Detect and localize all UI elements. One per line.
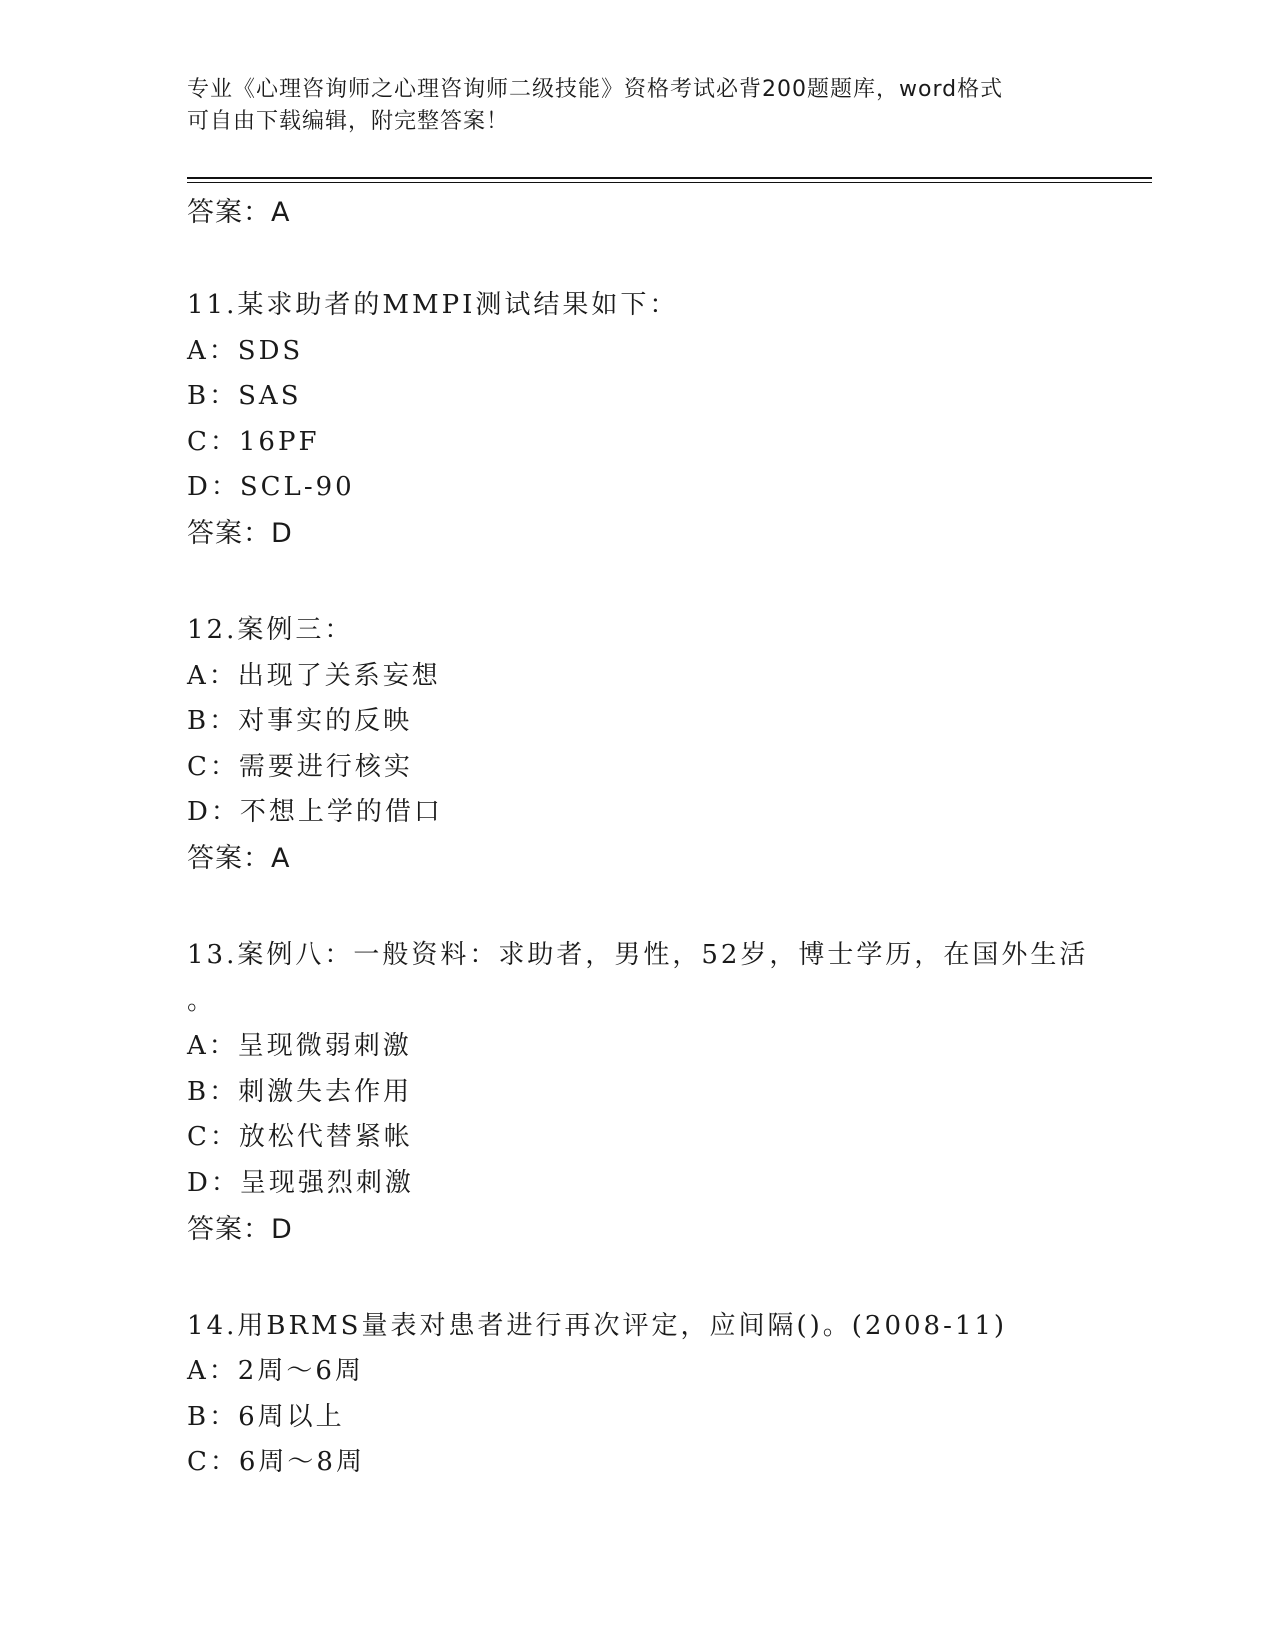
header-line-1: 专业《心理咨询师之心理咨询师二级技能》资格考试必背200题题库，word格式 — [187, 77, 1004, 102]
question-stem: 14.用BRMS量表对患者进行再次评定，应间隔()。(2008-11) — [187, 1310, 1008, 1341]
question-item — [187, 283, 1147, 556]
option-b: B：对事实的反映 — [187, 706, 413, 737]
question-stem: 13.案例八：一般资料：求助者，男性，52岁，博士学历，在国外生活 — [187, 939, 1089, 970]
header-divider-thin — [187, 182, 1152, 183]
option-c: C：需要进行核实 — [187, 751, 413, 782]
option-c: C：16PF — [187, 426, 320, 457]
option-a: A：SDS — [187, 335, 304, 366]
option-c: C：放松代替紧帐 — [187, 1122, 413, 1153]
option-b: B：SAS — [187, 381, 302, 412]
option-a: A：呈现微弱刺激 — [187, 1031, 412, 1062]
answer-line: 答案：D — [187, 1213, 293, 1245]
option-d: D：不想上学的借口 — [187, 797, 443, 828]
option-a: A：出现了关系妄想 — [187, 660, 441, 691]
question-stem: 12.案例三： — [187, 614, 354, 645]
question-item — [187, 608, 1147, 881]
option-c: C：6周～8周 — [187, 1447, 365, 1478]
question-stem-continuation: 。 — [187, 985, 217, 1016]
option-d: D：SCL-90 — [187, 472, 355, 503]
answer-line: 答案：A — [187, 197, 291, 228]
header-line-2: 可自由下载编辑，附完整答案！ — [187, 109, 510, 134]
header-divider-thick — [187, 177, 1152, 179]
question-list — [187, 190, 1147, 1486]
option-b: B：6周以上 — [187, 1401, 345, 1432]
answer-line: 答案：D — [187, 517, 293, 549]
answer-line: 答案：A — [187, 842, 291, 874]
option-d: D：呈现强烈刺激 — [187, 1167, 414, 1198]
option-b: B：刺激失去作用 — [187, 1076, 413, 1107]
option-a: A：2周～6周 — [187, 1356, 364, 1387]
document-header — [187, 74, 1087, 138]
question-item — [187, 1304, 1147, 1486]
question-stem: 11.某求助者的MMPI测试结果如下： — [187, 290, 679, 320]
question-item — [187, 933, 1147, 1252]
